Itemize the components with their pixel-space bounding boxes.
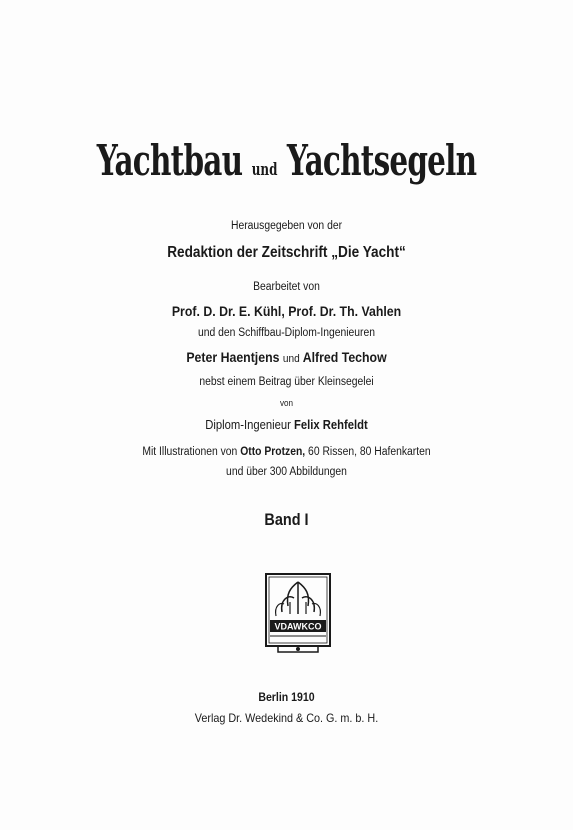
author-haentjens: Peter Haentjens [186, 349, 280, 365]
professors-line: Prof. D. Dr. E. Kühl, Prof. Dr. Th. Vahlen [171, 303, 402, 319]
redaktion-line: Redaktion der Zeitschrift „Die Yacht“ [167, 244, 406, 261]
authors-und: und [282, 353, 300, 365]
rehfeldt-line [29, 418, 545, 432]
bearbeitet-line: Bearbeitet von [253, 281, 320, 293]
herausgegeben-line: Herausgegeben von der [230, 220, 343, 232]
publisher-emblem-icon [264, 572, 332, 658]
abbildungen-line: und über 300 Abbildungen [226, 466, 347, 478]
diplom-label: Diplom-Ingenieur [205, 418, 291, 432]
title-und: und [251, 160, 278, 180]
place-year: Berlin 1910 [258, 690, 315, 704]
illus-post: 60 Rissen, 80 Hafenkarten [308, 446, 431, 458]
book-title [63, 136, 510, 185]
title-part1: Yachtbau [96, 136, 243, 185]
ingenieure-line: und den Schiffbau-Diplom-Ingenieuren [197, 327, 376, 339]
illustrations-line [29, 446, 545, 458]
publisher-line: Verlag Dr. Wedekind & Co. G. m. b. H. [194, 711, 379, 725]
illustrator-protzen: Otto Protzen, [240, 446, 306, 458]
von-line: von [279, 398, 294, 408]
nebst-line: nebst einem Beitrag über Kleinsegelei [199, 376, 374, 388]
illus-pre: Mit Illustrationen von [142, 446, 238, 458]
logo-text: VDAWKCO [274, 621, 322, 632]
author-techow: Alfred Techow [302, 349, 387, 365]
authors-line [34, 349, 538, 365]
author-rehfeldt: Felix Rehfeldt [294, 418, 368, 432]
volume-label: Band I [264, 510, 309, 529]
title-part2: Yachtsegeln [286, 136, 477, 185]
